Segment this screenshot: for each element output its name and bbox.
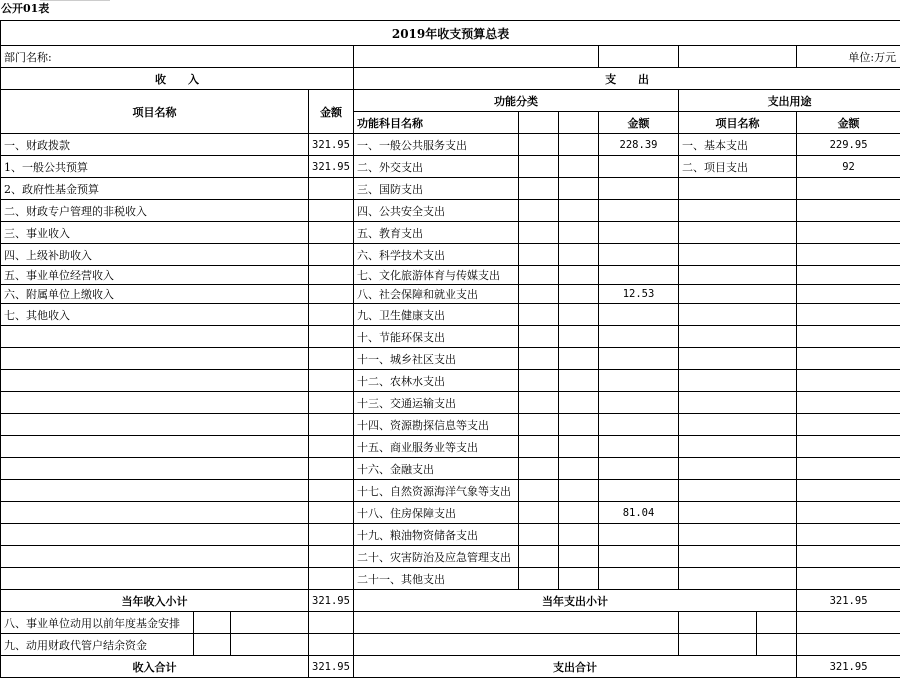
blank-cell xyxy=(679,304,797,326)
blank-cell xyxy=(679,546,797,568)
func-item-name: 七、文化旅游体育与传媒支出 xyxy=(354,266,519,285)
func-item-name: 二十一、其他支出 xyxy=(354,568,519,590)
table-row xyxy=(1,414,900,436)
blank-cell xyxy=(797,392,900,414)
blank-cell xyxy=(679,222,797,244)
form-number: 公开01表 xyxy=(1,2,50,15)
blank-cell xyxy=(679,266,797,285)
subtotal-row xyxy=(1,590,900,612)
blank-cell xyxy=(1,348,309,370)
income-item-amount: 321.95 xyxy=(309,156,354,178)
blank-cell xyxy=(559,568,599,590)
blank-cell xyxy=(797,348,900,370)
blank-cell xyxy=(519,546,559,568)
blank-cell xyxy=(519,436,559,458)
func-item-name: 十九、粮油物资储备支出 xyxy=(354,524,519,546)
blank-cell xyxy=(519,285,559,304)
blank-cell xyxy=(1,524,309,546)
blank-cell xyxy=(797,178,900,200)
blank-cell xyxy=(559,326,599,348)
blank-cell xyxy=(519,326,559,348)
income-item-name: 五、事业单位经营收入 xyxy=(1,266,309,285)
blank-cell xyxy=(1,502,309,524)
blank-cell xyxy=(519,304,559,326)
func-item-name: 十六、金融支出 xyxy=(354,458,519,480)
table-row xyxy=(1,156,900,178)
blank-cell xyxy=(679,612,757,634)
table-row xyxy=(1,134,900,156)
blank-cell xyxy=(559,304,599,326)
blank-cell xyxy=(679,458,797,480)
blank-cell xyxy=(231,634,309,656)
income-extra-name: 八、事业单位动用以前年度基金安排 xyxy=(1,612,194,634)
blank-cell xyxy=(309,634,354,656)
table-row xyxy=(1,392,900,414)
blank-cell xyxy=(519,502,559,524)
func-item-amount xyxy=(599,546,679,568)
blank-cell xyxy=(559,502,599,524)
blank-cell xyxy=(797,304,900,326)
table-row xyxy=(1,524,900,546)
func-item-name: 五、教育支出 xyxy=(354,222,519,244)
blank-cell xyxy=(797,546,900,568)
income-item-name-header: 项目名称 xyxy=(1,90,309,134)
blank-cell xyxy=(519,134,559,156)
blank-cell xyxy=(679,568,797,590)
blank-cell xyxy=(1,436,309,458)
income-item-name: 二、财政专户管理的非税收入 xyxy=(1,200,309,222)
blank-cell xyxy=(559,370,599,392)
blank-cell xyxy=(519,370,559,392)
blank-cell xyxy=(599,46,679,68)
income-item-name: 六、附属单位上缴收入 xyxy=(1,285,309,304)
func-item-amount: 228.39 xyxy=(599,134,679,156)
blank-cell xyxy=(309,392,354,414)
blank-cell xyxy=(309,568,354,590)
table-row xyxy=(1,200,900,222)
blank-cell xyxy=(1,480,309,502)
func-item-name: 九、卫生健康支出 xyxy=(354,304,519,326)
table-row xyxy=(1,244,900,266)
total-row xyxy=(1,656,900,678)
blank-cell xyxy=(559,244,599,266)
income-subtotal-label: 当年收入小计 xyxy=(1,590,309,612)
blank-cell xyxy=(679,414,797,436)
blank-cell xyxy=(519,222,559,244)
func-item-amount xyxy=(599,326,679,348)
expense-total-amount: 321.95 xyxy=(797,656,900,678)
func-item-amount xyxy=(599,568,679,590)
blank-cell xyxy=(559,458,599,480)
form-number-divider xyxy=(40,0,110,1)
blank-cell xyxy=(519,112,559,134)
blank-cell xyxy=(797,200,900,222)
blank-cell xyxy=(1,458,309,480)
table-row xyxy=(1,480,900,502)
income-item-amount xyxy=(309,285,354,304)
blank-cell xyxy=(757,634,797,656)
blank-cell xyxy=(231,612,309,634)
income-item-amount xyxy=(309,266,354,285)
func-item-name: 八、社会保障和就业支出 xyxy=(354,285,519,304)
blank-cell xyxy=(309,546,354,568)
blank-cell xyxy=(309,612,354,634)
blank-cell xyxy=(559,178,599,200)
use-item-name: 一、基本支出 xyxy=(679,134,797,156)
expense-subtotal-label: 当年支出小计 xyxy=(354,590,797,612)
blank-cell xyxy=(559,285,599,304)
func-item-amount xyxy=(599,480,679,502)
blank-cell xyxy=(797,414,900,436)
func-item-amount: 81.04 xyxy=(599,502,679,524)
table-row xyxy=(1,326,900,348)
blank-cell xyxy=(309,502,354,524)
blank-cell xyxy=(679,392,797,414)
dept-label: 部门名称: xyxy=(1,46,354,68)
table-row xyxy=(1,612,900,634)
func-item-amount xyxy=(599,458,679,480)
exp-use-header: 支出用途 xyxy=(679,90,900,112)
expense-header: 支 出 xyxy=(354,68,900,90)
blank-cell xyxy=(559,392,599,414)
func-item-name: 十、节能环保支出 xyxy=(354,326,519,348)
blank-cell xyxy=(559,266,599,285)
income-total-label: 收入合计 xyxy=(1,656,309,678)
func-item-amount xyxy=(599,392,679,414)
blank-cell xyxy=(519,266,559,285)
income-item-name: 三、事业收入 xyxy=(1,222,309,244)
blank-cell xyxy=(354,634,679,656)
blank-cell xyxy=(679,480,797,502)
blank-cell xyxy=(679,502,797,524)
expense-subtotal-amount: 321.95 xyxy=(797,590,900,612)
table-row xyxy=(1,436,900,458)
use-item-name: 二、项目支出 xyxy=(679,156,797,178)
func-item-amount xyxy=(599,156,679,178)
blank-cell xyxy=(1,546,309,568)
table-row xyxy=(1,348,900,370)
table-row xyxy=(1,304,900,326)
func-amount-header: 金额 xyxy=(599,112,679,134)
blank-cell xyxy=(1,414,309,436)
income-item-name: 七、其他收入 xyxy=(1,304,309,326)
blank-cell xyxy=(797,502,900,524)
blank-cell xyxy=(559,112,599,134)
func-item-name: 二、外交支出 xyxy=(354,156,519,178)
func-item-name-header: 功能科目名称 xyxy=(354,112,519,134)
blank-cell xyxy=(309,458,354,480)
blank-cell xyxy=(519,156,559,178)
blank-cell xyxy=(797,480,900,502)
blank-cell xyxy=(797,266,900,285)
blank-cell xyxy=(519,392,559,414)
blank-cell xyxy=(519,568,559,590)
unit-label: 单位:万元 xyxy=(797,46,900,68)
func-item-name: 三、国防支出 xyxy=(354,178,519,200)
blank-cell xyxy=(354,612,679,634)
use-item-amount: 92 xyxy=(797,156,900,178)
blank-cell xyxy=(519,414,559,436)
income-item-amount xyxy=(309,222,354,244)
income-subtotal-amount: 321.95 xyxy=(309,590,354,612)
blank-cell xyxy=(679,370,797,392)
use-item-name-header: 项目名称 xyxy=(679,112,797,134)
income-item-name: 一、财政拨款 xyxy=(1,134,309,156)
blank-cell xyxy=(559,348,599,370)
table-title: 2019年收支预算总表 xyxy=(1,21,900,46)
func-item-amount xyxy=(599,304,679,326)
blank-cell xyxy=(559,156,599,178)
income-extra-name: 九、动用财政代管户结余资金 xyxy=(1,634,194,656)
func-item-amount xyxy=(599,348,679,370)
func-class-header: 功能分类 xyxy=(354,90,679,112)
blank-cell xyxy=(309,414,354,436)
blank-cell xyxy=(559,436,599,458)
blank-cell xyxy=(559,222,599,244)
func-item-name: 十二、农林水支出 xyxy=(354,370,519,392)
blank-cell xyxy=(559,524,599,546)
func-item-name: 四、公共安全支出 xyxy=(354,200,519,222)
table-row xyxy=(1,370,900,392)
blank-cell xyxy=(797,612,900,634)
income-item-amount xyxy=(309,178,354,200)
blank-cell xyxy=(194,634,231,656)
income-item-name: 1、一般公共预算 xyxy=(1,156,309,178)
table-row xyxy=(1,266,900,285)
income-amount-header: 金额 xyxy=(309,90,354,134)
blank-cell xyxy=(797,568,900,590)
blank-cell xyxy=(559,134,599,156)
blank-cell xyxy=(559,200,599,222)
table-row xyxy=(1,546,900,568)
func-item-amount xyxy=(599,414,679,436)
func-item-amount: 12.53 xyxy=(599,285,679,304)
income-item-amount xyxy=(309,200,354,222)
func-item-amount xyxy=(599,222,679,244)
table-row xyxy=(1,634,900,656)
func-item-amount xyxy=(599,524,679,546)
table-row xyxy=(1,285,900,304)
blank-cell xyxy=(309,524,354,546)
blank-cell xyxy=(679,348,797,370)
income-item-amount xyxy=(309,244,354,266)
blank-cell xyxy=(679,634,757,656)
use-item-amount: 229.95 xyxy=(797,134,900,156)
blank-cell xyxy=(519,524,559,546)
table-row xyxy=(1,568,900,590)
func-item-name: 十七、自然资源海洋气象等支出 xyxy=(354,480,519,502)
blank-cell xyxy=(679,285,797,304)
func-item-name: 十一、城乡社区支出 xyxy=(354,348,519,370)
blank-cell xyxy=(679,436,797,458)
blank-cell xyxy=(309,436,354,458)
func-item-name: 十八、住房保障支出 xyxy=(354,502,519,524)
func-item-amount xyxy=(599,370,679,392)
func-item-name: 二十、灾害防治及应急管理支出 xyxy=(354,546,519,568)
income-item-name: 四、上级补助收入 xyxy=(1,244,309,266)
income-item-name: 2、政府性基金预算 xyxy=(1,178,309,200)
func-item-amount xyxy=(599,178,679,200)
blank-cell xyxy=(679,200,797,222)
blank-cell xyxy=(1,370,309,392)
blank-cell xyxy=(797,436,900,458)
blank-cell xyxy=(354,46,599,68)
blank-cell xyxy=(559,546,599,568)
income-header: 收 入 xyxy=(1,68,354,90)
table-row xyxy=(1,222,900,244)
func-item-amount xyxy=(599,200,679,222)
blank-cell xyxy=(519,178,559,200)
income-item-amount: 321.95 xyxy=(309,134,354,156)
blank-cell xyxy=(797,244,900,266)
blank-cell xyxy=(309,326,354,348)
blank-cell xyxy=(797,634,900,656)
func-item-amount xyxy=(599,266,679,285)
table-row xyxy=(1,178,900,200)
blank-cell xyxy=(194,612,231,634)
blank-cell xyxy=(1,326,309,348)
blank-cell xyxy=(519,200,559,222)
blank-cell xyxy=(1,392,309,414)
func-item-name: 一、一般公共服务支出 xyxy=(354,134,519,156)
blank-cell xyxy=(797,524,900,546)
blank-cell xyxy=(797,458,900,480)
blank-cell xyxy=(797,222,900,244)
func-item-amount xyxy=(599,436,679,458)
blank-cell xyxy=(559,480,599,502)
func-item-name: 十四、资源勘探信息等支出 xyxy=(354,414,519,436)
blank-cell xyxy=(679,326,797,348)
blank-cell xyxy=(797,285,900,304)
func-item-amount xyxy=(599,244,679,266)
blank-cell xyxy=(679,524,797,546)
blank-cell xyxy=(559,414,599,436)
blank-cell xyxy=(309,370,354,392)
blank-cell xyxy=(309,348,354,370)
blank-cell xyxy=(519,480,559,502)
func-item-name: 六、科学技术支出 xyxy=(354,244,519,266)
blank-cell xyxy=(309,480,354,502)
blank-cell xyxy=(679,178,797,200)
income-total-amount: 321.95 xyxy=(309,656,354,678)
blank-cell xyxy=(519,348,559,370)
blank-cell xyxy=(519,244,559,266)
table-row xyxy=(1,458,900,480)
table-body xyxy=(1,21,900,678)
table-row xyxy=(1,502,900,524)
func-item-name: 十五、商业服务业等支出 xyxy=(354,436,519,458)
use-amount-header: 金额 xyxy=(797,112,900,134)
income-item-amount xyxy=(309,304,354,326)
blank-cell xyxy=(797,370,900,392)
func-item-name: 十三、交通运输支出 xyxy=(354,392,519,414)
blank-cell xyxy=(757,612,797,634)
blank-cell xyxy=(679,46,797,68)
expense-total-label: 支出合计 xyxy=(354,656,797,678)
blank-cell xyxy=(797,326,900,348)
budget-table xyxy=(0,20,900,678)
blank-cell xyxy=(679,244,797,266)
blank-cell xyxy=(519,458,559,480)
blank-cell xyxy=(1,568,309,590)
